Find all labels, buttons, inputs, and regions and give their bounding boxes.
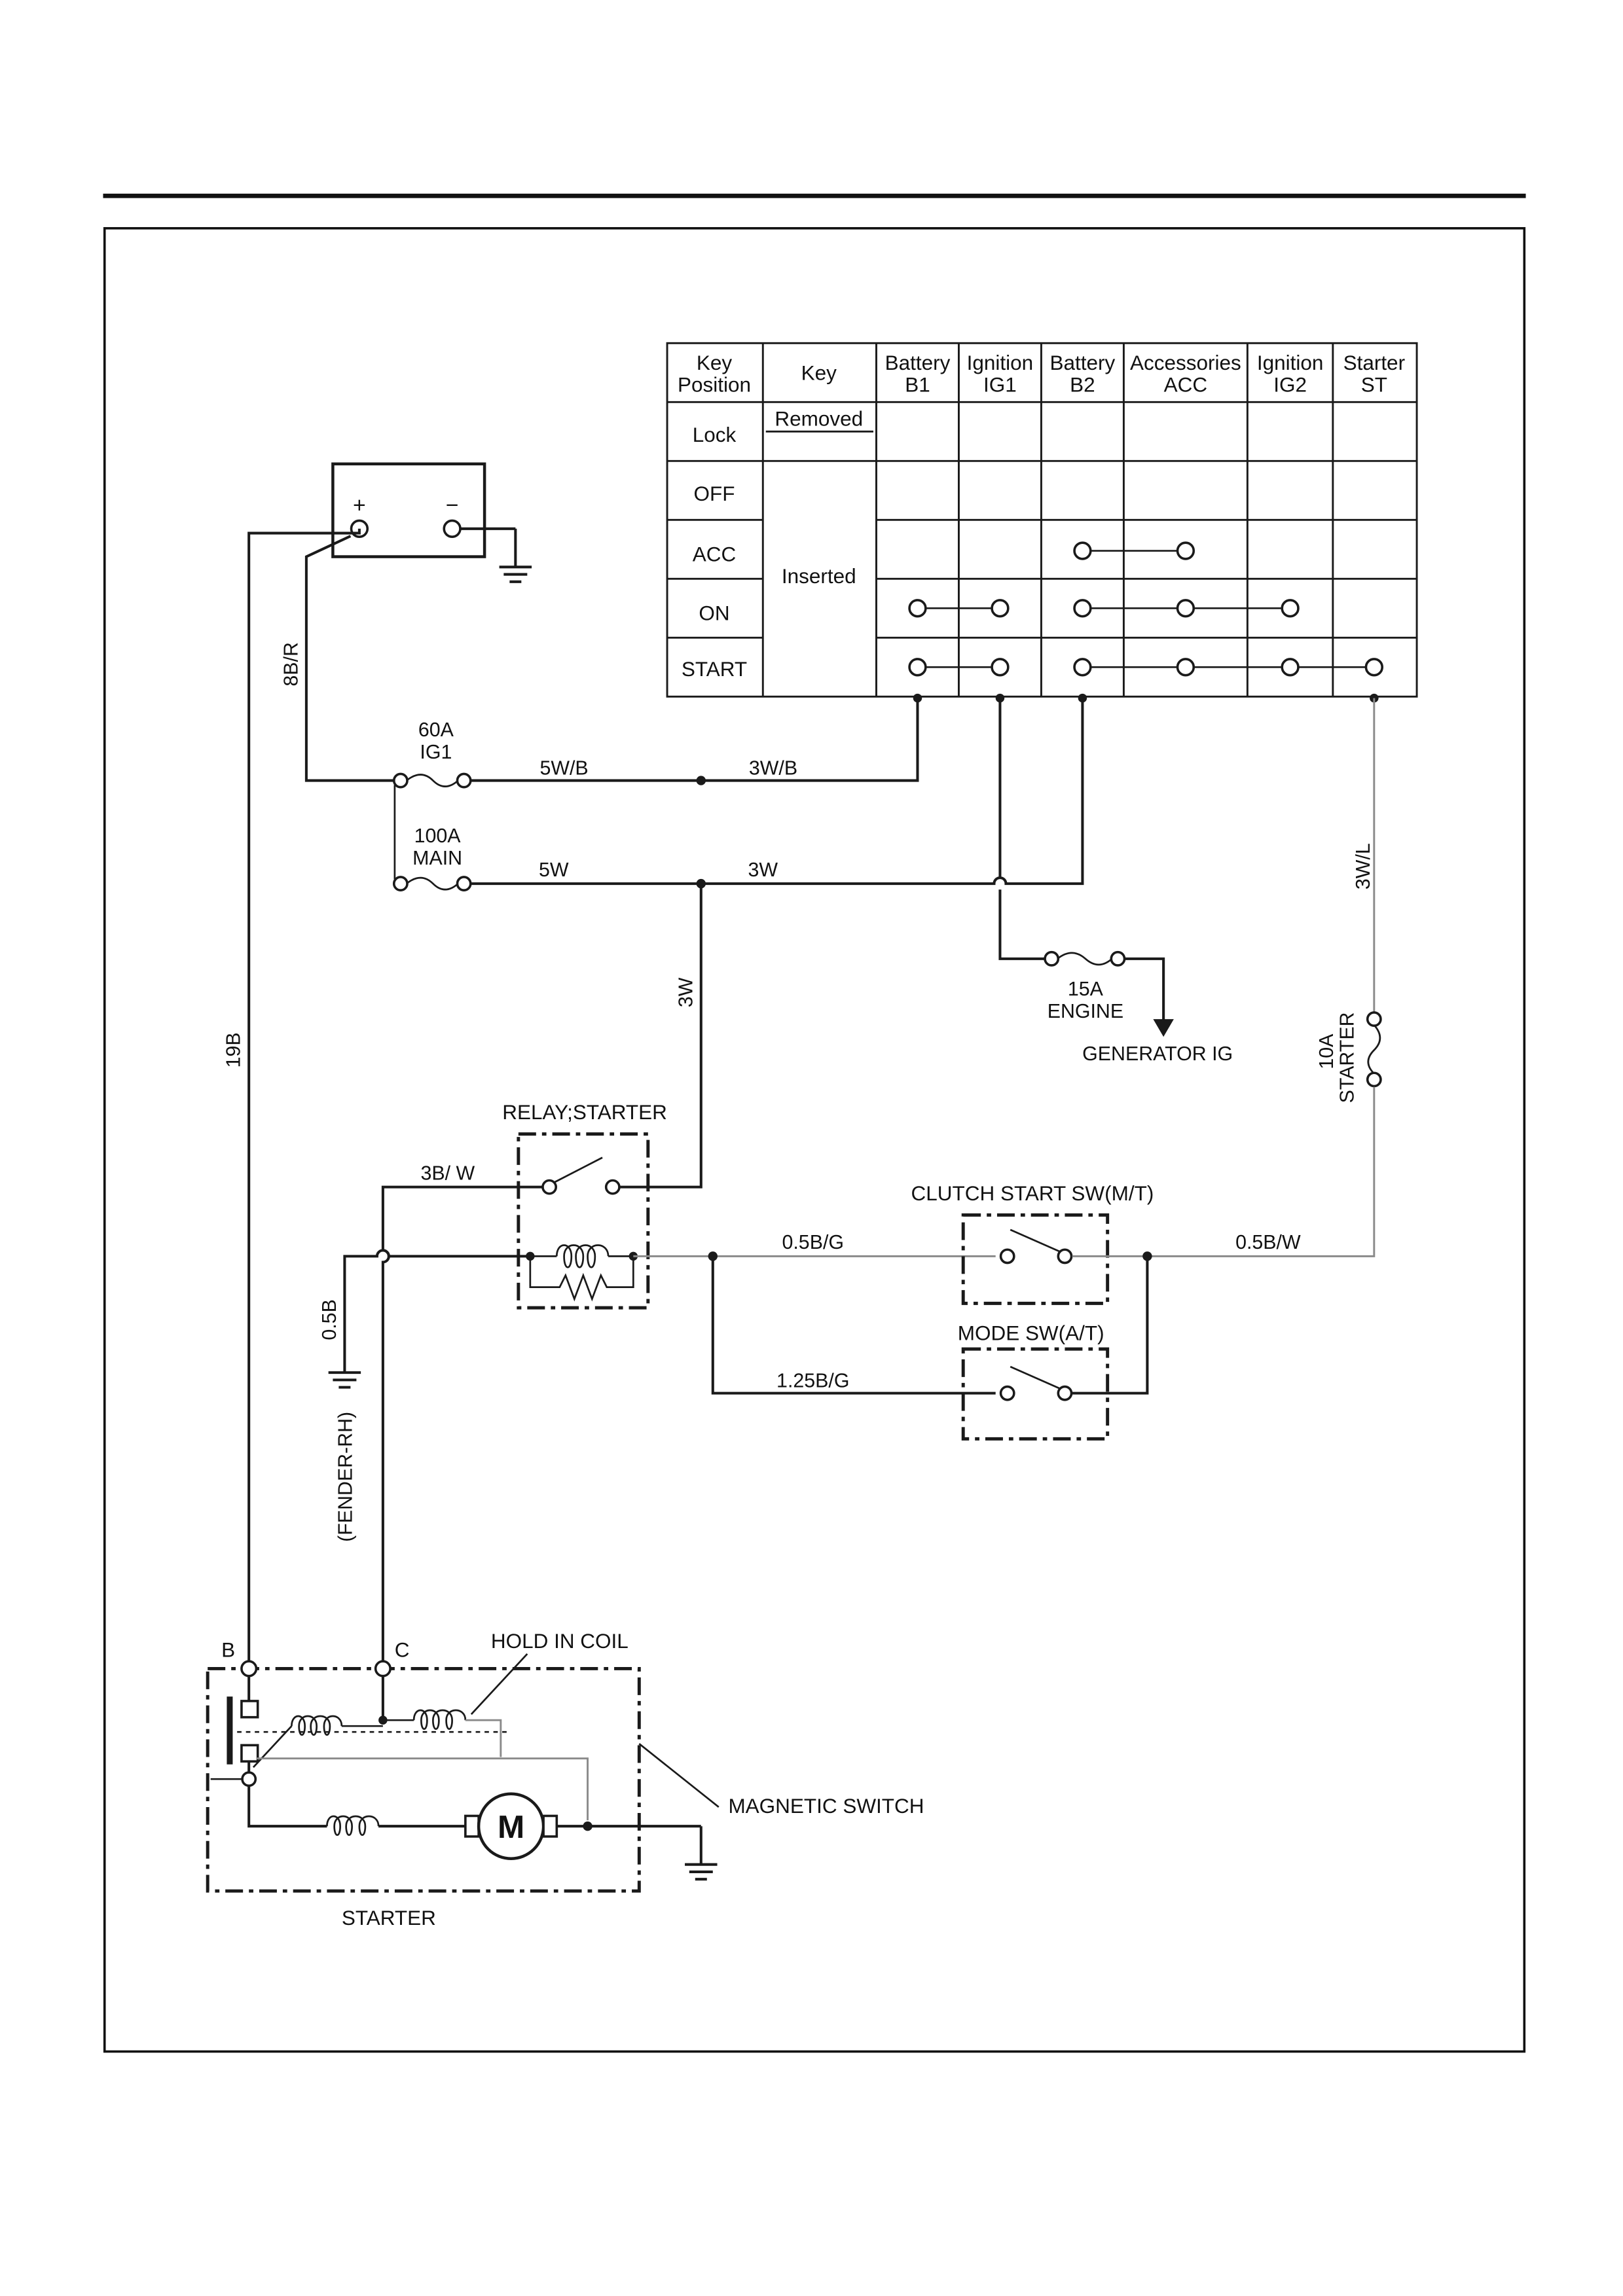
terminal-c [376, 1661, 390, 1676]
clutch-start-switch [911, 1181, 1154, 1304]
generator-arrow [1153, 1019, 1173, 1037]
wire-5w-label: 5W [539, 859, 569, 881]
header-starter-st: Starter [1343, 350, 1406, 374]
wire-19b-label: 19B [223, 1032, 245, 1068]
header-ignition-ig2: IG2 [1273, 372, 1307, 397]
wire-05b-label: 0.5B [318, 1299, 340, 1340]
header-battery-b2: Battery [1049, 350, 1116, 374]
terminal-c-label: C [394, 1638, 410, 1662]
clutch-start-sw-label: CLUTCH START SW(M/T) [911, 1181, 1154, 1205]
header-battery-b1: Battery [884, 350, 951, 374]
wire-5wb [471, 698, 918, 781]
wire-3w-label: 3W [748, 859, 778, 881]
row-acc: ACC [692, 542, 737, 566]
key-switch-table [667, 343, 1417, 702]
fuse-15a-rating: 15A [1067, 978, 1103, 1001]
wire-8br-label: 8B/R [280, 642, 302, 687]
wire-3wl-label: 3W/L [1353, 843, 1375, 890]
starter-label: STARTER [341, 1905, 436, 1929]
starter-assembly [208, 1629, 701, 1929]
wire-5w [471, 698, 1083, 884]
fuse-60a-ig1 [394, 719, 471, 787]
magnetic-switch-label: MAGNETIC SWITCH [728, 1793, 924, 1818]
motor-label: M [497, 1809, 525, 1846]
row-off: OFF [693, 482, 735, 506]
fender-ground [329, 1372, 361, 1388]
header-accessories-acc: ACC [1163, 372, 1208, 397]
terminal-b-label: B [221, 1638, 236, 1662]
header-ignition-ig2: Ignition [1256, 350, 1324, 374]
row-lock: Lock [692, 423, 737, 447]
wire-05b [344, 1250, 530, 1372]
header-key-position: Key [696, 350, 733, 374]
mode-sw-label: MODE SW(A/T) [957, 1321, 1104, 1345]
header-battery-b1: B1 [905, 372, 930, 397]
wire-3bw-label: 3B/ W [420, 1162, 475, 1185]
relay-starter-label: RELAY;STARTER [502, 1100, 667, 1124]
fuse-10a-name: STARTER [1336, 1012, 1359, 1103]
wire-05bg-label: 0.5B/G [782, 1232, 845, 1254]
fuse-100a-name: MAIN [412, 847, 463, 869]
header-key-position: Position [678, 372, 752, 397]
row-on: ON [699, 601, 730, 625]
header-ignition-ig1: Ignition [966, 350, 1034, 374]
header-battery-b2: B2 [1070, 372, 1095, 397]
magnetic-switch-leader [639, 1744, 718, 1807]
wire-3wb-label: 3W/B [748, 757, 798, 780]
key-inserted: Inserted [781, 564, 856, 588]
header-accessories-acc: Accessories [1130, 350, 1241, 374]
row-start: START [681, 656, 748, 681]
hold-in-coil-label: HOLD IN COIL [490, 1628, 629, 1653]
battery [333, 464, 484, 557]
battery-plus-label: + [353, 493, 366, 518]
fender-rh-label: (FENDER-RH) [335, 1411, 357, 1542]
diagram-frame [105, 228, 1525, 2052]
fuse-100a-main [394, 825, 471, 890]
key-removed: Removed [775, 406, 864, 431]
mode-switch [958, 1321, 1108, 1439]
header-ignition-ig1: IG1 [983, 372, 1017, 397]
wire-ig1 [1000, 698, 1046, 959]
relay-starter [502, 1100, 667, 1308]
acc-connection [1074, 543, 1194, 559]
terminal-b [242, 1661, 256, 1676]
fuse-15a-engine [1045, 952, 1124, 1022]
start-connection [909, 659, 1382, 675]
wire-3w-vertical-label: 3W [675, 977, 697, 1008]
on-connection [909, 600, 1298, 617]
fuse-15a-name: ENGINE [1047, 1000, 1124, 1022]
fuse-100a-rating: 100A [414, 825, 461, 848]
fuse-60a-rating: 60A [418, 719, 454, 742]
wire-5wb-label: 5W/B [539, 757, 589, 780]
header-key: Key [801, 361, 837, 385]
wire-8br [306, 536, 401, 781]
fuse-60a-name: IG1 [420, 741, 452, 763]
header-starter-st: ST [1360, 372, 1387, 397]
wire-05bw-label: 0.5B/W [1235, 1232, 1301, 1254]
fuse-10a-rating: 10A [1315, 1033, 1338, 1069]
wire-125bg-label: 1.25B/G [776, 1370, 850, 1392]
wire-3w-relay [620, 884, 701, 1187]
battery-minus-label: − [445, 493, 459, 518]
generator-ig-label: GENERATOR IG [1082, 1043, 1233, 1066]
starter-ground [685, 1826, 717, 1879]
wire-125bg [713, 1256, 996, 1393]
fuse-10a-starter [1316, 1012, 1381, 1103]
